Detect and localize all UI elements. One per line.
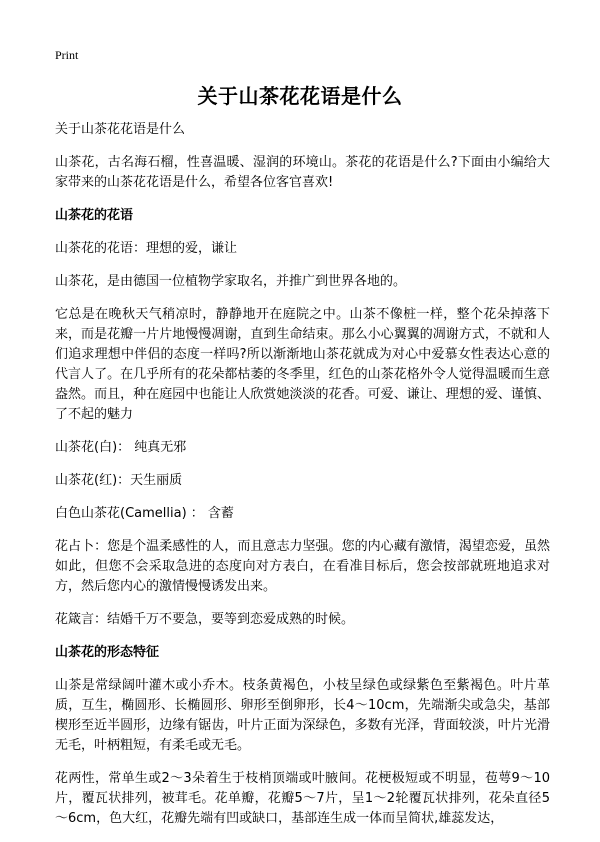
paragraph: 山茶是常绿阔叶灌木或小乔木。枝条黄褐色，小枝呈绿色或绿紫色至紫褐色。叶片革质，互生，椭圆形、长椭圆形、卵形至倒卵形，长4～10cm，先端渐尖或急尖，基部楔形至近半圆形，边缘有锯齿，叶片正面为深绿色，多数有光泽，背面较淡，叶片光滑无毛，叶柄粗短，有柔毛或无毛。 bbox=[55, 678, 550, 753]
section-heading: 山茶花的形态特征 bbox=[55, 645, 160, 660]
article-body bbox=[55, 120, 550, 842]
paragraph: 山茶花，古名海石榴，性喜温暖、湿润的环境山。茶花的花语是什么?下面由小编给大家带来的山茶花花语是什么，希望各位客官喜欢! bbox=[55, 155, 550, 190]
paragraph: 关于山茶花花语是什么 bbox=[55, 122, 186, 137]
paragraph: 白色山茶花(Camellia) ： 含蓄 bbox=[55, 506, 234, 521]
paragraph: 山茶花，是由德国一位植物学家取名，并推广到世界各地的。 bbox=[55, 274, 407, 289]
paragraph: 山茶花(白)： 纯真无邪 bbox=[55, 440, 187, 455]
paragraph: 山茶花的花语：理想的爱，谦让 bbox=[55, 241, 238, 256]
paragraph: 花箴言：结婚千万不要急，要等到恋爱成熟的时候。 bbox=[55, 612, 355, 627]
print-link[interactable]: Print bbox=[55, 48, 79, 62]
paragraph: 它总是在晚秋天气稍凉时，静静地开在庭院之中。山茶不像桩一样，整个花朵掉落下来，而是花瓣一片片地慢慢凋谢，直到生命结束。那么小心翼翼的凋谢方式，不就和人们追求理想中伴侣的态度一样吗?所以渐渐地山茶花就成为对心中爱慕女性表达心意的代言人了。在几乎所有的花朵都枯萎的冬季里，红色的山茶花格外令人觉得温暖而生意盎然。而且，种在庭园中也能让人欣赏她淡淡的花香。可爱、谦让、理想的爱、谨慎、了不起的魅力 bbox=[55, 307, 550, 422]
section-heading: 山茶花的花语 bbox=[55, 208, 134, 223]
paragraph: 山茶花(红)：天生丽质 bbox=[55, 473, 183, 488]
page-title: 关于山茶花花语是什么 bbox=[197, 84, 403, 108]
paragraph: 花占卜：您是个温柔感性的人，而且意志力坚强。您的内心藏有激情，渴望恋爱，虽然如此，但您不会采取急进的态度向对方表白，在看准目标后，您会按部就班地追求对方，然后您内心的激情慢慢诱发出来。 bbox=[55, 539, 550, 594]
paragraph: 花两性，常单生或2～3朵着生于枝梢顶端或叶腋间。花梗极短或不明显，苞萼9～10片，覆瓦状排列，被茸毛。花单瓣，花瓣5～7片，呈1～2轮覆瓦状排列，花朵直径5～6cm，色大红，花瓣先端有凹或缺口，基部连生成一体而呈简状,雄蕊发达， bbox=[55, 771, 550, 826]
